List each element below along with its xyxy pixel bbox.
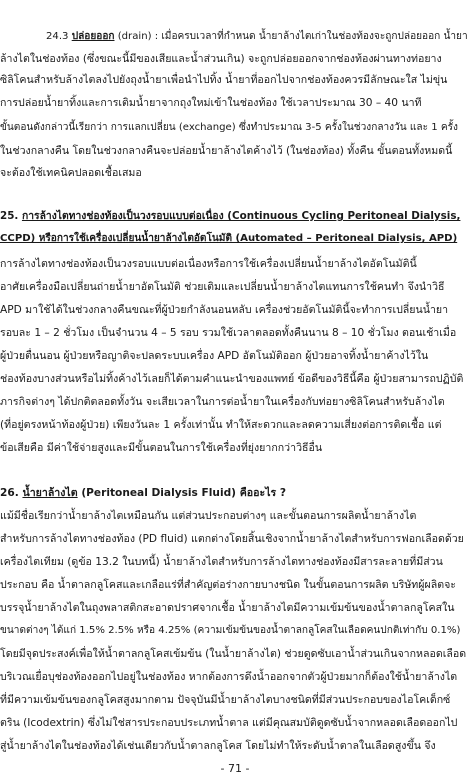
paragraph-line: ขนาดต่างๆ ได้แก่ 1.5% 2.5% หรือ 4.25% (ความเข้มข้นของน้ำตาลกลูโคสในเลือดคนปกติเท่ากับ 0.1%) [0,625,461,636]
paragraph-line: ผู้ป่วยตื่นนอน ผู้ป่วยหรือญาติจะปลดระบบเครื่อง APD อัตโนมัติออก ผู้ป่วยอาจทิ้งน้ำยาค้างไว้ใน [0,350,429,362]
paragraph-line: ข้อเสียคือ มีค่าใช้จ่ายสูงและมีขั้นตอนในการใช้เครื่องที่ยุ่งยากกว่าวิธีอื่น [0,442,323,454]
section-number: 24.3 [46,31,72,42]
paragraph-line: ขั้นตอนดังกล่าวนี้เรียกว่า การแลกเปลี่ยน (exchange) ซึ่งทำประมาณ 3-5 ครั้งในช่วงกลางวัน และ 1 ครั้ง [0,122,458,133]
section-title: การล้างไตทางช่องท้องเป็นวงรอบแบบต่อเนื่อง (Continuous Cycling Peritoneal Dialysis, [21,210,461,222]
section-text: (drain) : เมื่อครบเวลาที่กำหนด น้ำยาล้างไตเก่าในช่องท้องจะถูกปล่อยออก น้ำยา [114,31,468,42]
paragraph-line: สู่น้ำยาล้างไตในช่องท้องได้เช่นเดียวกับน้ำตาลกลูโคส โดยไม่ทำให้ระดับน้ำตาลในเลือดสูงขึ้น จึง [0,740,436,752]
section-25-heading [0,209,460,223]
paragraph-line: อาศัยเครื่องมือเปลี่ยนถ่ายน้ำยาอัตโนมัติ ช่วยเติมและเปลี่ยนน้ำยาล้างไตแทนการใช้คนทำ จึงนำวิธี [0,281,445,293]
section-number: 25. [0,210,22,222]
section-title-line: CCPD) หรือการใช้เครื่องเปลี่ยนน้ำยาล้างไตอัตโนมัติ (Automated – Peritoneal Dialysis, APD) [0,233,458,244]
section-text: (Peritoneal Dialysis Fluid) คืออะไร ? [77,487,287,499]
paragraph-line: (ที่อยู่ตรงหน้าท้องผู้ป่วย) เพียงวันละ 1 ครั้งเท่านั้น ทำให้สะดวกและลดความเสี่ยงต่อการติดเชื้อ แต่ [0,419,442,431]
page-number: - 71 - [220,762,250,775]
paragraph-line: ตริน (Icodextrin) ซึ่งไม่ใช่สารประกอบประเภทน้ำตาล แต่มีคุณสมบัติดูดซับน้ำจากหลอดเลือดออกไป [0,717,458,729]
paragraph-line: การปล่อยน้ำยาทิ้งและการเติมน้ำยาจากถุงใหม่เข้าในช่องท้อง ใช้เวลาประมาณ 30 – 40 นาที [0,97,422,109]
paragraph-line: ภารกิจต่างๆ ได้ปกติตลอดทั้งวัน จะเสียเวลาในการต่อน้ำยาในเครื่องกับท่อยางซิลิโคนสำหรับล้างไต [0,396,445,408]
section-26-heading [0,486,286,500]
paragraph-line: ล้างไตในช่องท้อง (ซึ่งขณะนี้มีของเสียและน้ำส่วนเกิน) จะถูกปล่อยออกจากช่องท้องผ่านทางท่อยาง [0,53,442,65]
paragraph-line: ซิลิโคนสำหรับล้างไตลงไปยังถุงน้ำยาเพื่อนำไปทิ้ง น้ำยาที่ออกไปจากช่องท้องควรมีลักษณะใส ไม่ขุ่น [0,74,448,86]
paragraph-line: สำหรับการล้างไตทางช่องท้อง (PD fluid) แตกต่างโดยสิ้นเชิงจากน้ำยาล้างไตสำหรับการฟอกเลือดด้วย [0,533,464,545]
paragraph-line: การล้างไตทางช่องท้องเป็นวงรอบแบบต่อเนื่องหรือการใช้เครื่องเปลี่ยนน้ำยาล้างไตอัตโนมัตินี้ [0,258,417,270]
paragraph-line: ในช่วงกลางคืน โดยในช่วงกลางคืนจะปล่อยน้ำยาล้างไตค้างไว้ (ในช่องท้อง) ทั้งคืน ขั้นตอนทั้งหมดนี้ [0,145,453,157]
section-title: ปล่อยออก [71,31,115,42]
paragraph-line: โดยมีจุดประสงค์เพื่อให้น้ำตาลกลูโคสเข้มข้น (ในน้ำยาล้างไต) ช่วยดูดซับเอาน้ำส่วนเกินจากหลอดเลือด [0,648,467,660]
paragraph-line: จะต้องใช้เทคนิคปลอดเชื้อเสมอ [0,167,142,179]
paragraph-line: บรรจุน้ำยาล้างไตในถุงพลาสติกสะอาดปราศจากเชื้อ น้ำยาล้างไตมีความเข้มข้นของน้ำตาลกลูโคสใน [0,602,455,614]
paragraph-line: ช่องท้องบางส่วนหรือไม่ทิ้งค้างไว้เลยก็ได้ตามคำแนะนำของแพทย์ ข้อดีของวิธีนี้คือ ผู้ป่วยสามารถปฏิบัติ [0,373,464,385]
section-number: 26. [0,487,23,499]
paragraph-line: APD มาใช้ได้ในช่วงกลางคืนขณะที่ผู้ป่วยกำลังนอนหลับ เครื่องช่วยอัตโนมัตินี้จะทำการเปลี่ยนน้ำยา [0,304,449,316]
paragraph-line: รอบละ 1 – 2 ชั่วโมง เป็นจำนวน 4 – 5 รอบ รวมใช้เวลาตลอดทั้งคืนนาน 8 – 10 ชั่วโมง ตอนเช้าเมื่อ [0,327,457,339]
paragraph-line: แม้มีชื่อเรียกว่าน้ำยาล้างไตเหมือนกัน แต่ส่วนประกอบต่างๆ และขั้นตอนการผลิตน้ำยาล้างไต [0,510,417,522]
paragraph-line: เครื่องไตเทียม (ดูข้อ 13.2 ในบทนี้) น้ำยาล้างไตสำหรับการล้างไตทางช่องท้องมีสารละลายที่มีส่วน [0,556,443,568]
section-24-3-heading [46,30,468,44]
paragraph-line: บริเวณเยื่อบุช่องท้องออกไปอยู่ในช่องท้อง หากต้องการดึงน้ำออกจากตัวผู้ป่วยมากก็ต้องใช้น้ำยาล้างไต [0,671,458,683]
paragraph-line: ที่มีความเข้มข้นของกลูโคสสูงมากตาม ปัจจุบันมีน้ำยาล้างไตบางชนิดที่มีส่วนประกอบของไอโคเด็กซ์ [0,694,451,706]
section-title: น้ำยาล้างไต [22,487,78,499]
paragraph-line: ประกอบ คือ น้ำตาลกลูโคสและเกลือแร่ที่สำคัญต่อร่างกายบางชนิด ในขั้นตอนการผลิต บริษัทผู้ผลิตจะ [0,579,456,591]
